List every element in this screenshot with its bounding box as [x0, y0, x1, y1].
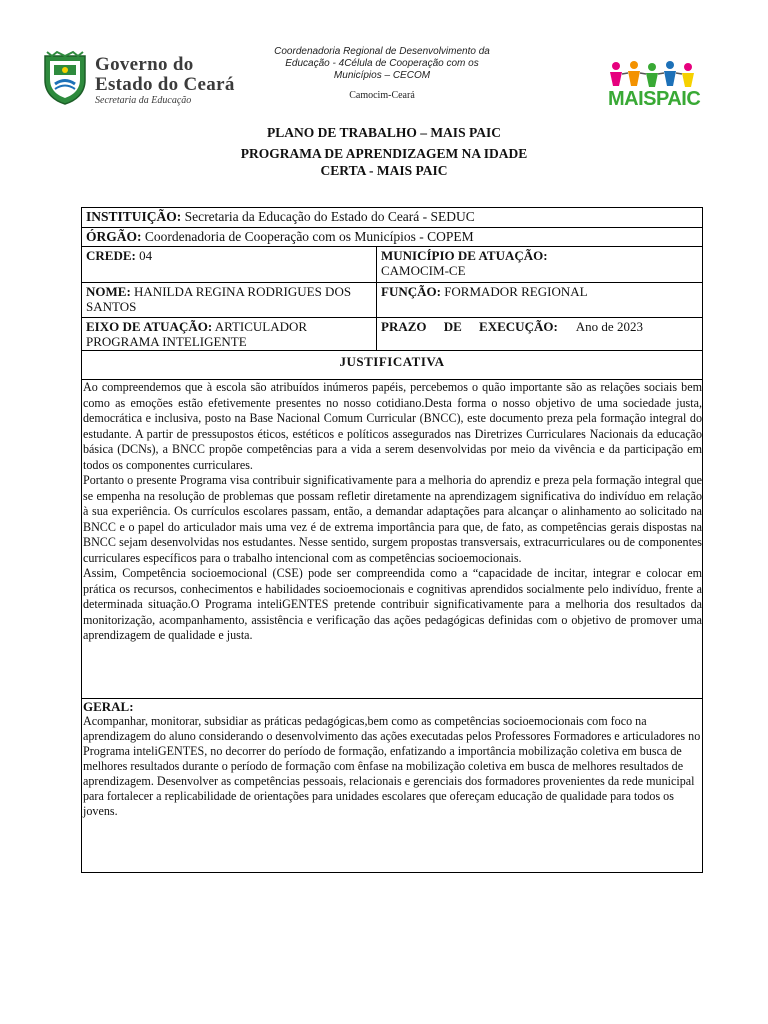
gov-logo-line1: Governo do [95, 54, 194, 75]
title-programa: PROGRAMA DE APRENDIZAGEM NA IDADE [240, 146, 528, 161]
title-certa: CERTA - MAIS PAIC [320, 163, 448, 178]
orgao-value: Coordenadoria de Cooperação com os Municípios - COPEM [141, 229, 474, 244]
gov-logo-line2: Estado do Ceará [95, 74, 235, 95]
row-eixo [82, 318, 702, 351]
funcao-label: FUNÇÃO: [381, 284, 441, 299]
geral-text: Acompanhar, monitorar, subsidiar as práticas pedagógicas,bem como as competências socioemocionais com foco na aprendizagem do aluno considerando o desenvolvimento das ações executadas pelos Professores Formadores e articuladores no Programa inteliGENTES, no decorrer do período de formação, enfatizando a importância mobilização coletiva em busca de melhores resultados durante o período de formação com ênfase na mobilização coletiva em busca de melhores resultados de aprendizagem. Desenvolver as competências pessoais, relacionais e gerenciais dos formadores provenientes da rede municipal para fortalecer a replicabilidade de orientações para unidades escolares que ofereçam educação de qualidade para todos os jovens. [83, 714, 701, 818]
title-plano: PLANO DE TRABALHO – MAIS PAIC [267, 125, 501, 140]
orgao-label: ÓRGÃO: [86, 229, 142, 244]
header-line-1: Coordenadoria Regional de Desenvolvimento da [274, 46, 490, 57]
header-line-3: Municípios – CECOM [333, 70, 431, 81]
crede-value: 04 [135, 248, 153, 263]
row-justificativa-title [82, 351, 702, 380]
prazo-value: Ano de 2023 [575, 319, 643, 334]
geral-section [82, 699, 702, 869]
nome-value: HANILDA REGINA RODRIGUES DOS SANTOS [86, 284, 352, 314]
instituicao-label: INSTITUIÇÃO: [86, 209, 182, 224]
governo-ceara-logo [42, 50, 252, 106]
header-coordenadoria [262, 46, 502, 82]
gov-logo-line3: Secretaria da Educação [95, 95, 192, 106]
maispaic-wordmark: MAISPAIC [608, 88, 701, 110]
geral-label: GERAL: [83, 699, 134, 714]
instituicao-value: Secretaria da Educação do Estado do Ceará - SEDUC [181, 209, 475, 224]
header-line-2: Educação - 4Célula de Cooperação com os [285, 58, 479, 69]
justificativa-paragraph-3: Assim, Competência socioemocional (CSE) pode ser compreendida como a “capacidade de incitar, integrar e colocar em prática os recursos, conhecimentos e habilidades socioemocionais e cognitivas aprendidos socialmente pelo indivíduo, frente a determinada situação.O Programa inteliGENTES pretende contribuir significativamente para a melhoria dos resultados da monitorização, acompanhamento, assistência e verificação das ações pedagógicas definidas com o objetivo de promover uma aprendizagem de qualidade e justa. [83, 566, 702, 642]
eixo-value: ARTICULADOR PROGRAMA INTELIGENTE [86, 319, 308, 349]
crede-label: CREDE: [86, 248, 136, 263]
children-figures-icon [604, 60, 704, 90]
justificativa-title: JUSTIFICATIVA [339, 354, 445, 369]
justificativa-paragraph-2: Portanto o presente Programa visa contribuir significativamente para a melhoria do aprendiz e preza pela formação integral que se empenha na resolução de problemas que possam refletir diretamente na aprendizagem significativa do indivíduo em relação à sua experiência. Os currículos escolares passam, então, a demandar adaptações para alcançar o alinhamento ao solicitado na BNCC e o papel do articulador mais uma vez é de extrema importância para que, de fato, as competências gerais dispostas na BNCC sejam desenvolvidas nos estudantes. Nesse sentido, surgem propostas transversais, extracurriculares ou de componentes curriculares específicos para o trabalho intencional com as competências socioemocionais. [83, 473, 702, 565]
maispaic-logo [604, 60, 704, 120]
funcao-value: FORMADOR REGIONAL [440, 284, 588, 299]
municipio-label: MUNICÍPIO DE ATUAÇÃO: [381, 248, 548, 263]
row-nome [82, 283, 702, 318]
header-city: Camocim-Ceará [349, 90, 415, 101]
row-instituicao [82, 208, 702, 228]
nome-label: NOME: [86, 284, 131, 299]
ceara-coat-of-arms-icon [42, 50, 88, 106]
row-orgao [82, 228, 702, 247]
eixo-label: EIXO DE ATUAÇÃO: [86, 319, 213, 334]
row-crede [82, 247, 702, 283]
justificativa-paragraph-1: Ao compreendemos que à escola são atribuídos inúmeros papéis, percebemos o quão importante são as relações sociais bem como as emoções estão efetivemente presentes no nosso cotidiano.Desta forma o nosso objetivo de uma sociedade justa, democrática e inclusiva, posto na Base Nacional Comum Curricular (BNCC), este documento preza pela formação integral do estudante. A partir de pressupostos éticos, estéticos e políticos assegurados nas Diretrizes Curriculares Nacionais da educação básica (DCNs), a BNCC propõe competências para a vida a serem desenvolvidas por meio da vivência e da participação em todos os componentes curriculares. [83, 380, 702, 472]
plano-table [81, 207, 703, 873]
justificativa-body [82, 380, 702, 699]
municipio-value: CAMOCIM-CE [381, 263, 466, 278]
document-titles [0, 124, 768, 179]
prazo-label: PRAZO DE EXECUÇÃO: [381, 319, 558, 334]
